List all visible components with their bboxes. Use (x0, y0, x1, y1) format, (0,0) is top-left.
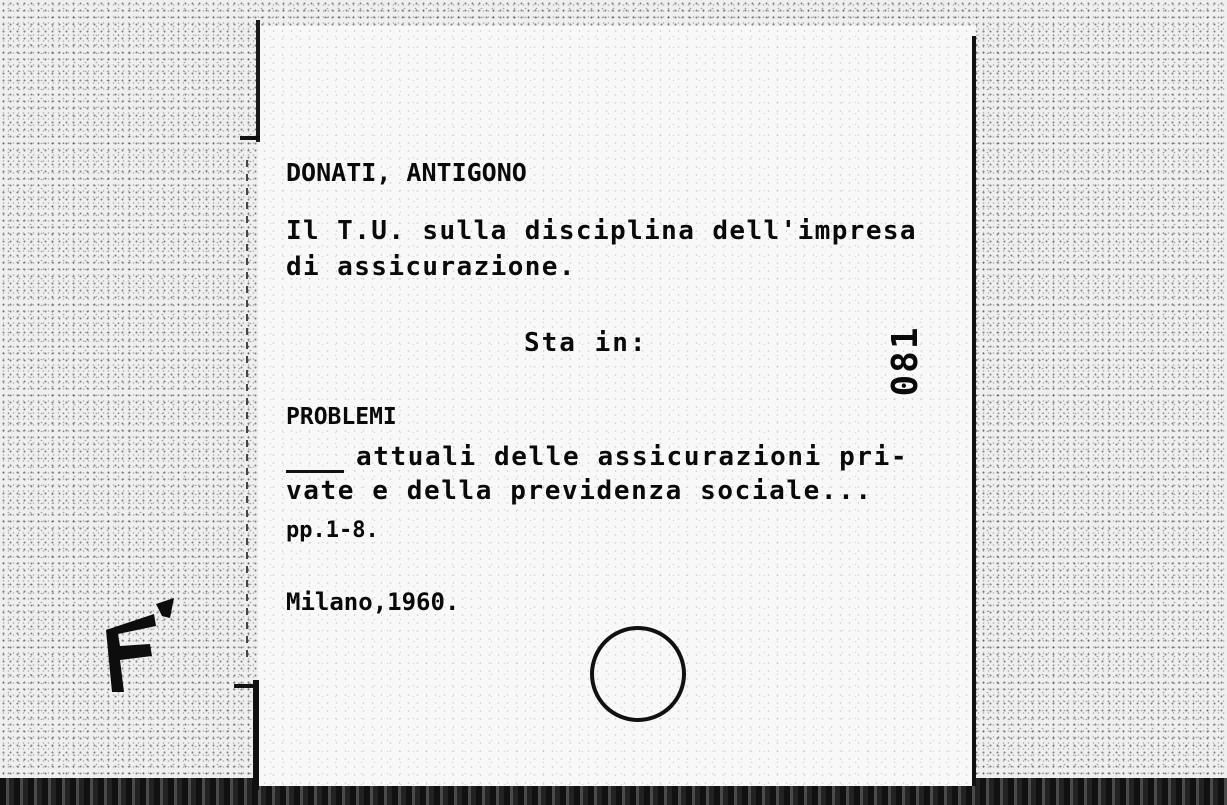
f-mark-icon (100, 596, 180, 692)
series-heading: PROBLEMI (286, 404, 397, 430)
card-corner-tick-bottom (234, 684, 258, 688)
imprint-line: Milano,1960. (286, 588, 460, 616)
pages-line: pp.1-8. (286, 518, 379, 543)
card-left-edge (256, 20, 260, 142)
author-heading: DONATI, ANTIGONO (286, 158, 527, 187)
card-left-edge-lower (253, 680, 259, 790)
punch-hole-circle (590, 626, 686, 722)
card-corner-tick-top (240, 136, 260, 140)
title-line-1: Il T.U. sulla disciplina dell'impresa (286, 216, 917, 246)
card-right-edge (972, 36, 976, 786)
series-line-1: attuali delle assicurazioni pri- (356, 442, 909, 472)
shelf-number: 081 (885, 325, 926, 397)
series-line-2: vate e della previdenza sociale... (286, 476, 873, 506)
card-left-dashed-edge (246, 160, 248, 660)
in-label: Sta in: (524, 328, 648, 358)
ditto-rule (286, 470, 344, 473)
title-line-2: di assicurazione. (286, 252, 576, 282)
